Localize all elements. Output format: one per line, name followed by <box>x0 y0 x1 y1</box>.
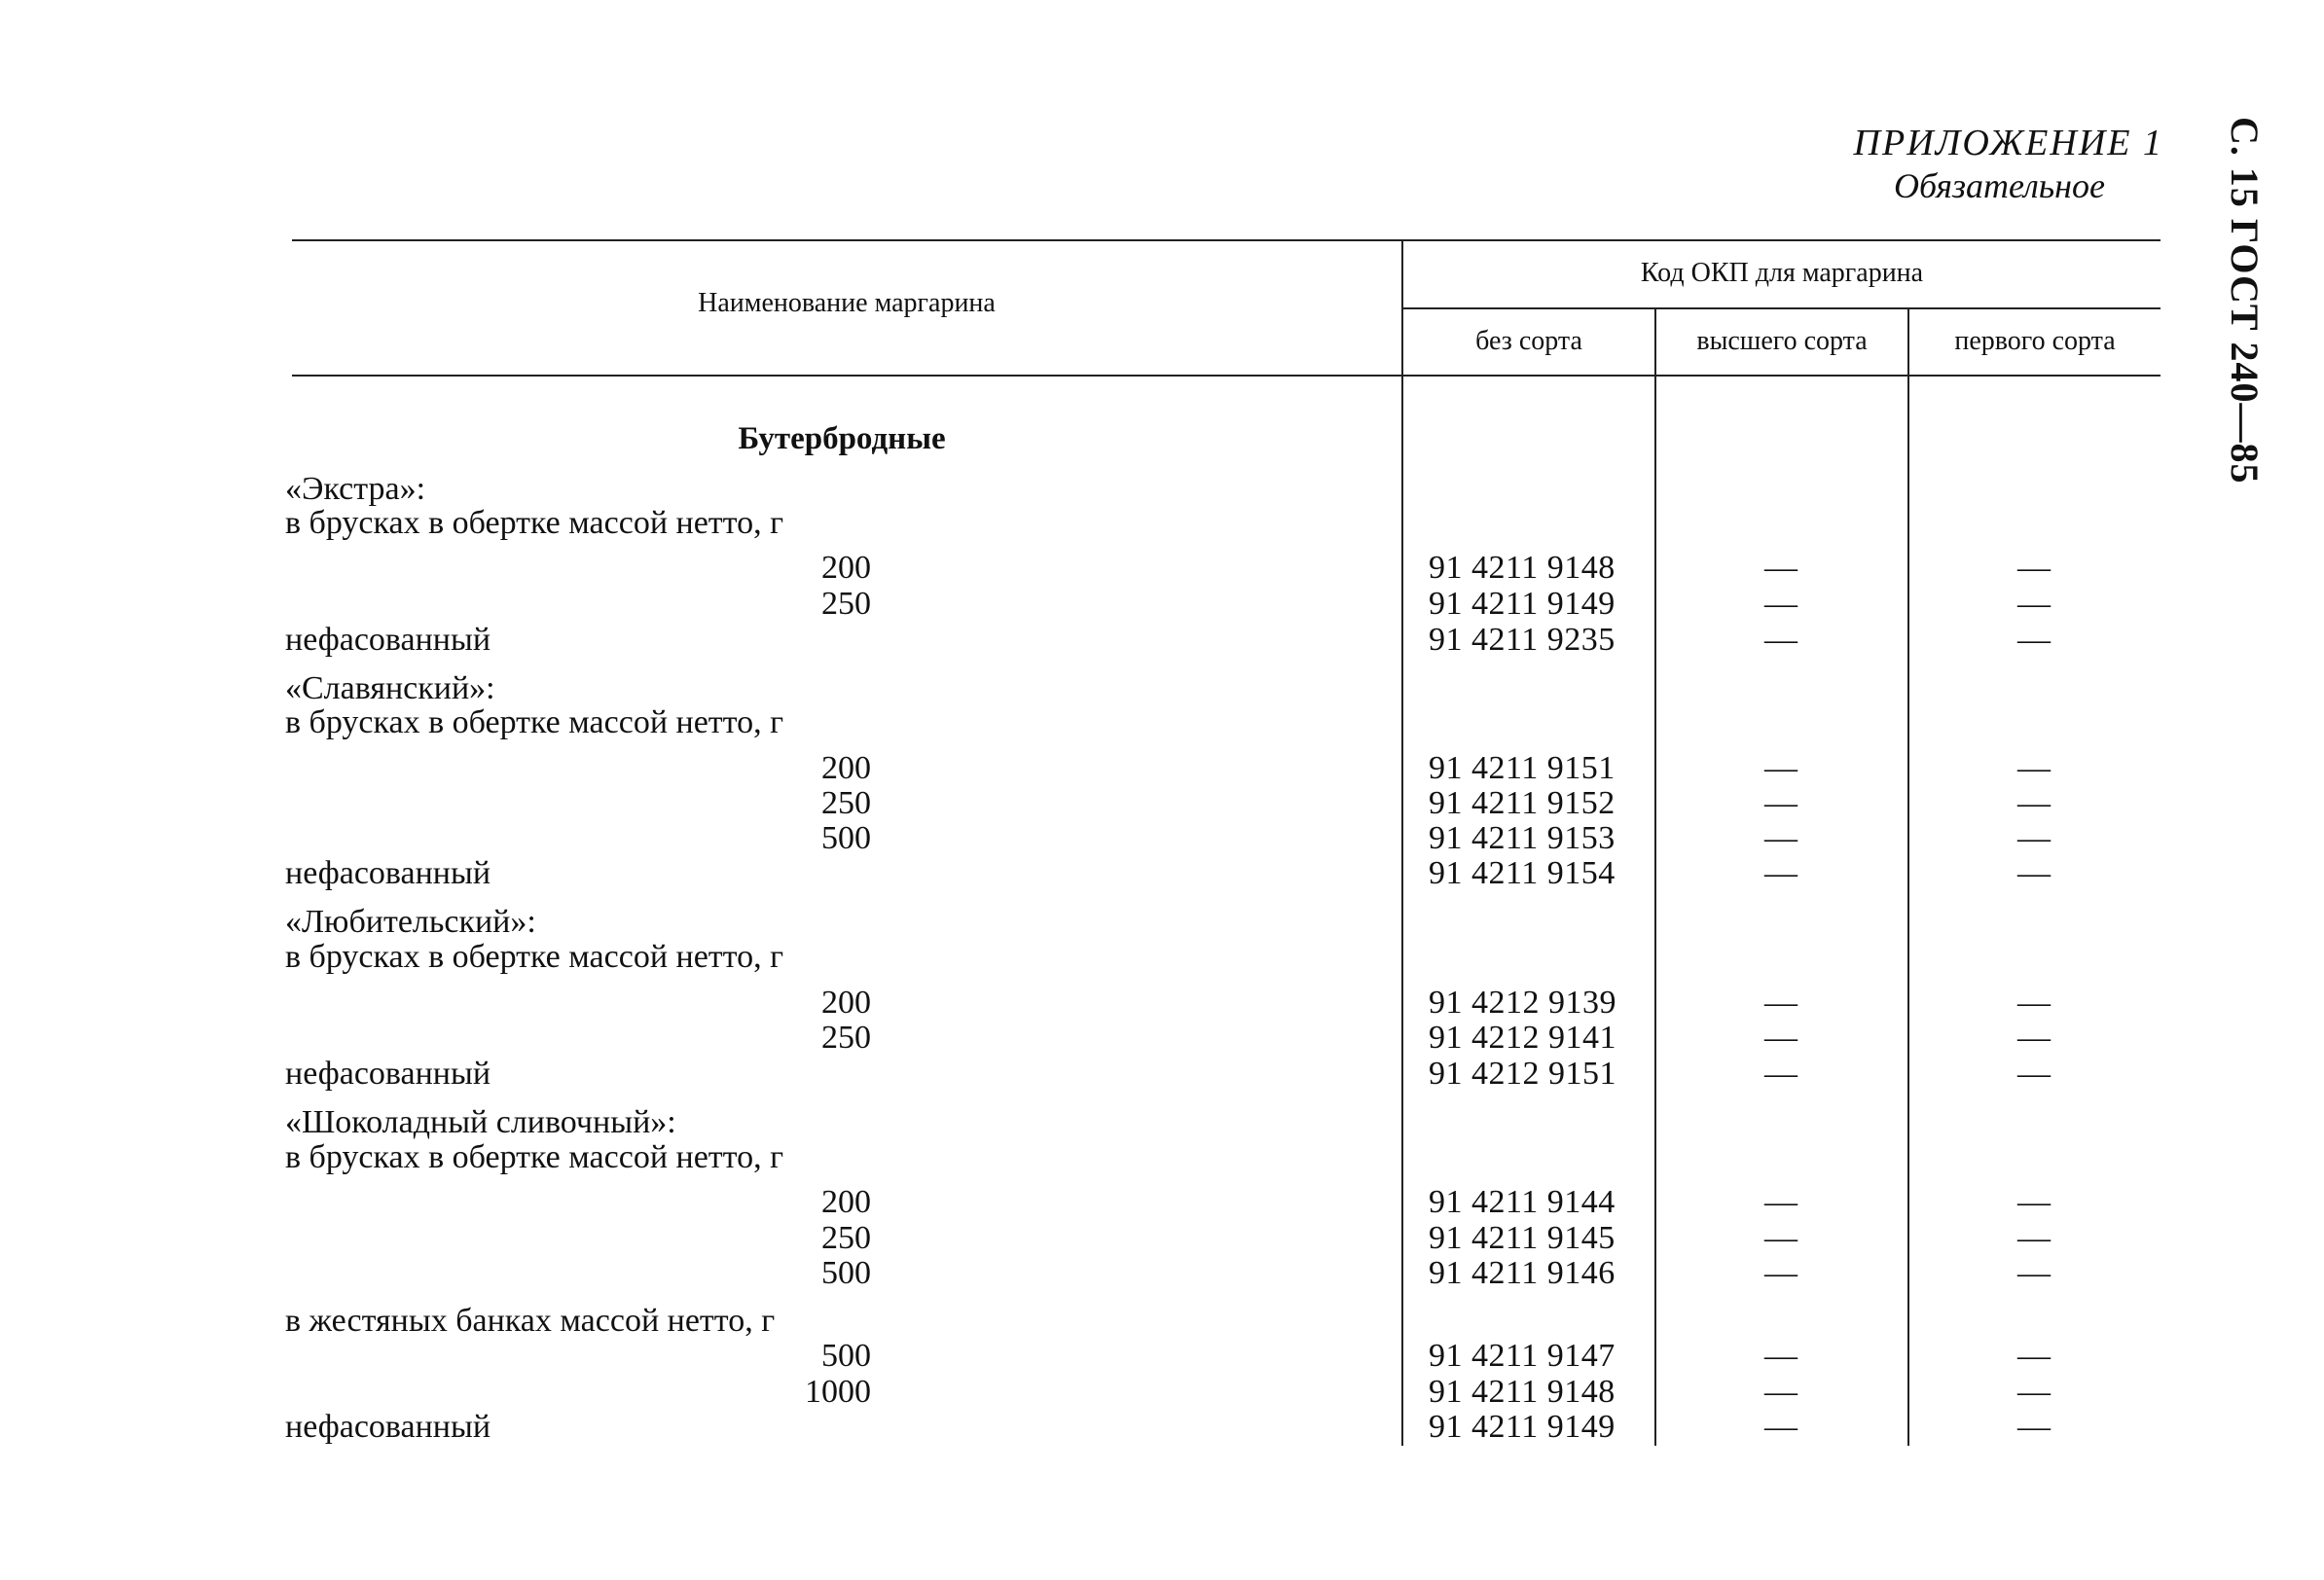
row-first-grade-cell: — <box>2017 1374 2051 1410</box>
row-name-cell: в брусках в обертке массой нетто, г <box>285 505 784 541</box>
row-top-grade-cell: — <box>1764 550 1797 586</box>
table-top-rule <box>292 239 2161 241</box>
row-code-cell: 91 4211 9149 <box>1429 1409 1616 1445</box>
table-row <box>0 1185 2324 1220</box>
table-row <box>0 821 2324 856</box>
table-row <box>0 705 2324 740</box>
row-code-cell: 91 4211 9147 <box>1429 1338 1616 1374</box>
row-code-cell: 91 4212 9139 <box>1429 985 1616 1021</box>
row-top-grade-cell: — <box>1764 1255 1797 1291</box>
table-row <box>0 623 2324 658</box>
row-top-grade-cell: — <box>1764 985 1797 1021</box>
row-name-cell: в жестяных банках массой нетто, г <box>285 1303 776 1339</box>
row-code-cell: 91 4211 9149 <box>1429 586 1616 622</box>
row-mass-cell: 250 <box>821 1220 871 1256</box>
table-row <box>0 940 2324 975</box>
page-number-side-label <box>2223 117 2268 486</box>
table-row <box>0 751 2324 786</box>
side-label-text: С. 15 ГОСТ 240—85 <box>2223 117 2267 485</box>
row-top-grade-cell: — <box>1764 1220 1797 1256</box>
row-code-cell: 91 4211 9145 <box>1429 1220 1616 1256</box>
row-code-cell: 91 4211 9152 <box>1429 785 1616 821</box>
table-row <box>0 1339 2324 1374</box>
appendix-subtitle: Обязательное <box>1894 166 2105 205</box>
table-row <box>0 1021 2324 1056</box>
table-row <box>0 472 2324 507</box>
row-first-grade-cell: — <box>2017 1220 2051 1256</box>
row-first-grade-cell: — <box>2017 1184 2051 1220</box>
row-top-grade-cell: — <box>1764 622 1797 658</box>
row-mass-cell: 200 <box>821 550 871 586</box>
row-top-grade-cell: — <box>1764 820 1797 856</box>
row-first-grade-cell: — <box>2017 1255 2051 1291</box>
row-first-grade-cell: — <box>2017 820 2051 856</box>
row-name-cell: нефасованный <box>285 855 491 891</box>
row-name-cell: «Любительский»: <box>285 904 536 940</box>
row-top-grade-cell: — <box>1764 586 1797 622</box>
row-code-cell: 91 4211 9151 <box>1429 750 1616 786</box>
row-mass-cell: 500 <box>821 820 871 856</box>
row-name-cell: «Шоколадный сливочный»: <box>285 1104 676 1140</box>
table-row <box>0 1105 2324 1140</box>
row-mass-cell: 200 <box>821 750 871 786</box>
table-row <box>0 1375 2324 1410</box>
column-header-first-grade: первого сорта <box>1954 326 2116 356</box>
row-name-cell: «Экстра»: <box>285 471 426 507</box>
row-mass-cell: 250 <box>821 1020 871 1056</box>
row-top-grade-cell: — <box>1764 1374 1797 1410</box>
row-first-grade-cell: — <box>2017 985 2051 1021</box>
row-top-grade-cell: — <box>1764 855 1797 891</box>
header-group-rule <box>1401 307 2161 309</box>
row-mass-cell: 250 <box>821 785 871 821</box>
row-top-grade-cell: — <box>1764 1056 1797 1092</box>
row-mass-cell: 250 <box>821 586 871 622</box>
row-mass-cell: 200 <box>821 1184 871 1220</box>
row-mass-cell: 200 <box>821 985 871 1021</box>
row-first-grade-cell: — <box>2017 550 2051 586</box>
table-row <box>0 506 2324 541</box>
row-first-grade-cell: — <box>2017 855 2051 891</box>
row-name-cell: в брусках в обертке массой нетто, г <box>285 1139 784 1175</box>
table-row <box>0 551 2324 586</box>
row-name-cell: нефасованный <box>285 1056 491 1092</box>
table-row <box>0 1140 2324 1175</box>
column-header-name: Наименование маргарина <box>698 288 996 318</box>
section-heading: Бутербродные <box>738 421 946 456</box>
row-first-grade-cell: — <box>2017 1409 2051 1445</box>
row-name-cell: нефасованный <box>285 1409 491 1445</box>
row-name-cell: в брусках в обертке массой нетто, г <box>285 704 784 740</box>
row-code-cell: 91 4211 9153 <box>1429 820 1616 856</box>
row-mass-cell: 1000 <box>805 1374 871 1410</box>
table-row <box>0 786 2324 821</box>
row-code-cell: 91 4211 9154 <box>1429 855 1616 891</box>
row-top-grade-cell: — <box>1764 785 1797 821</box>
column-header-top-grade: высшего сорта <box>1696 326 1868 356</box>
column-header-code-group: Код ОКП для маргарина <box>1640 258 1924 288</box>
table-row <box>0 1057 2324 1092</box>
row-top-grade-cell: — <box>1764 1184 1797 1220</box>
table-row <box>0 671 2324 706</box>
table-row <box>0 1304 2324 1339</box>
table-row <box>0 1256 2324 1291</box>
row-first-grade-cell: — <box>2017 1056 2051 1092</box>
row-mass-cell: 500 <box>821 1338 871 1374</box>
row-code-cell: 91 4211 9148 <box>1429 1374 1616 1410</box>
row-top-grade-cell: — <box>1764 1020 1797 1056</box>
table-row <box>0 1221 2324 1256</box>
row-first-grade-cell: — <box>2017 1338 2051 1374</box>
row-top-grade-cell: — <box>1764 1338 1797 1374</box>
table-row <box>0 986 2324 1021</box>
table-row <box>0 587 2324 622</box>
row-first-grade-cell: — <box>2017 785 2051 821</box>
row-code-cell: 91 4211 9235 <box>1429 622 1616 658</box>
row-top-grade-cell: — <box>1764 1409 1797 1445</box>
row-code-cell: 91 4211 9146 <box>1429 1255 1616 1291</box>
table-row <box>0 905 2324 940</box>
row-code-cell: 91 4211 9144 <box>1429 1184 1616 1220</box>
row-code-cell: 91 4212 9141 <box>1429 1020 1616 1056</box>
row-mass-cell: 500 <box>821 1255 871 1291</box>
row-top-grade-cell: — <box>1764 750 1797 786</box>
row-name-cell: «Славянский»: <box>285 670 495 706</box>
row-name-cell: нефасованный <box>285 622 491 658</box>
row-code-cell: 91 4211 9148 <box>1429 550 1616 586</box>
row-first-grade-cell: — <box>2017 586 2051 622</box>
row-first-grade-cell: — <box>2017 750 2051 786</box>
row-name-cell: в брусках в обертке массой нетто, г <box>285 939 784 975</box>
column-header-no-grade: без сорта <box>1475 326 1582 356</box>
appendix-title: ПРИЛОЖЕНИЕ 1 <box>1853 123 2163 163</box>
header-bottom-rule <box>292 375 2161 377</box>
row-code-cell: 91 4212 9151 <box>1429 1056 1616 1092</box>
row-first-grade-cell: — <box>2017 622 2051 658</box>
table-row <box>0 1410 2324 1445</box>
row-first-grade-cell: — <box>2017 1020 2051 1056</box>
table-row <box>0 856 2324 891</box>
